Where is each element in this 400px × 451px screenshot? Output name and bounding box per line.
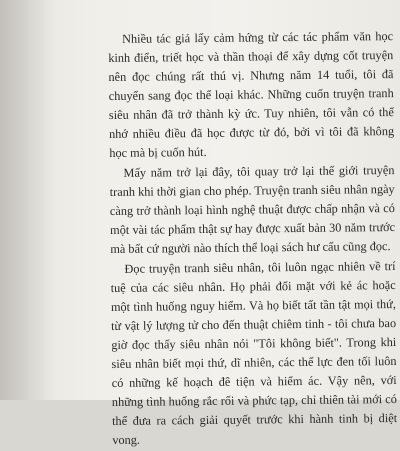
body-text (108, 27, 397, 451)
paragraph-1: Nhiều tác giả lấy cảm hứng từ các tác phẩm văn học kinh điển, triết học và thần thoại để xây dựng cốt truyện nên đọc chúng rất thú vị. Nhưng năm 14 tuổi, tôi đã chuyển sang đọc thể loại khác. Những cuốn truyện tranh siêu nhân đã trở thành kỳ ức. Tuy nhiên, tôi vẫn có thể nhớ nhiều điều đã học được từ đó, bởi vì tôi đã không học mà bị cuốn hút. (108, 29, 395, 160)
page-gutter-shadow (0, 0, 55, 400)
paragraph-3: Đọc truyện tranh siêu nhân, tôi luôn ngạc nhiên về trí tuệ của các siêu nhân. Họ phải đối mặt với kẻ ác hoặc một tình huống nguy hiểm. Và họ biết tất tần tật mọi thứ, từ vật lý lượng tử cho đến thuật chiêm tinh - tôi chưa bao giờ đọc thấy siêu nhân nói "Tôi không biết". Trong khi siêu nhân biết mọi thứ, dĩ nhiên, các thế lực đen tối luôn có những kế hoạch đê tiện và hiểm ác. Vậy nên, với những tình huống rắc rối và phức tạp, chỉ thiên tài mới có thể đưa ra cách giải quyết trước khi hành tinh bị diệt vong. (110, 259, 398, 447)
paragraph-2: Mấy năm trở lại đây, tôi quay trở lại thế giới truyện tranh khi thời gian cho phép. Truyện tranh siêu nhân ngày càng trở thành loại hình nghệ thuật được chấp nhận và có một vài tác phẩm thật sự hay được xuất bản 30 năm trước mà bất cứ người nào thích thể loại sách hư cấu cũng đọc. (109, 163, 396, 256)
